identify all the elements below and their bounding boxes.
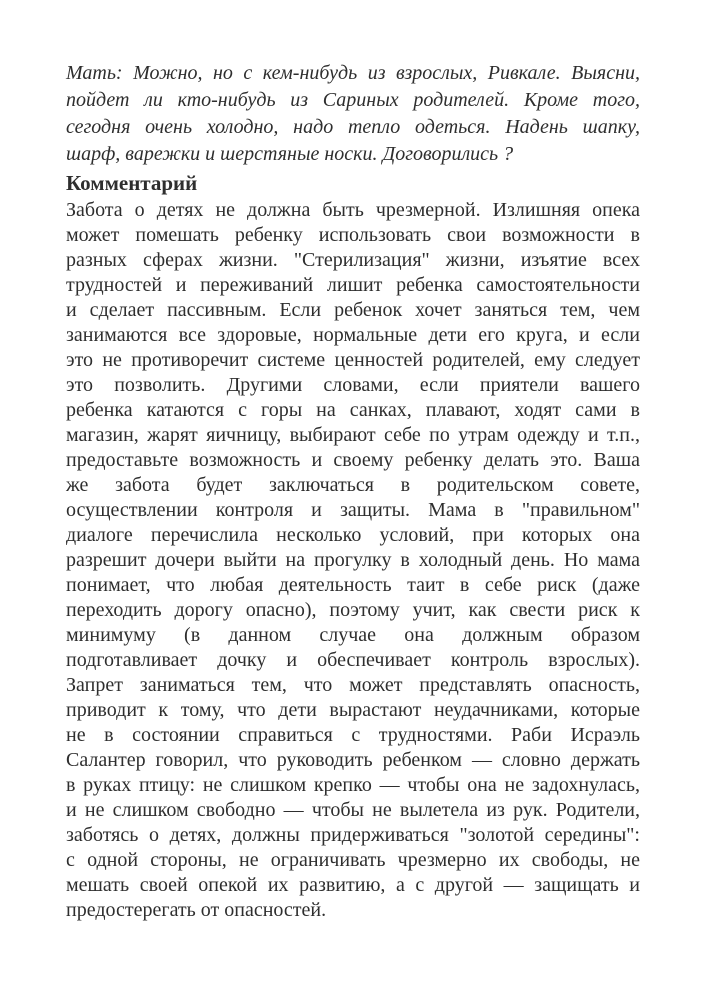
commentary-paragraph: [66, 198, 640, 923]
text-line: осуществлении контроля и защиты. Мама в "правильном": [66, 499, 640, 521]
text-line: разных сферах жизни. "Стерилизация" жизни, изъятие всех: [66, 249, 640, 271]
text-line: и не слишком свободно — чтобы не вылетела из рук. Родители,: [66, 799, 640, 821]
dialogue-paragraph: [66, 60, 640, 168]
text-line: шарф, варежки и шерстяные носки. Договорились ?: [66, 143, 514, 165]
text-line: и сделает пассивным. Если ребенок хочет заняться тем, чем: [66, 299, 640, 321]
text-line: магазин, жарят яичницу, выбирают себе по утрам одежду и т.п.,: [66, 424, 640, 446]
text-line: это не противоречит системе ценностей родителей, ему следует: [66, 349, 640, 371]
text-line: мешать своей опекой их развитию, а с другой — защищать и: [66, 874, 640, 896]
text-line: занимаются все здоровые, нормальные дети его круга, и если: [66, 324, 640, 346]
text-line: не в состоянии справиться с трудностями. Раби Исраэль: [66, 724, 640, 746]
text-line: подготавливает дочку и обеспечивает контроль взрослых).: [66, 649, 640, 671]
text-line: трудностей и переживаний лишит ребенка самостоятельности: [66, 274, 640, 296]
text-line: разрешит дочери выйти на прогулку в холодный день. Но мама: [66, 549, 640, 571]
text-line: Запрет заниматься тем, что может представлять опасность,: [66, 674, 640, 696]
text-line: диалоге перечислила несколько условий, при которых она: [66, 524, 640, 546]
text-line: переходить дорогу опасно), поэтому учит, как свести риск к: [66, 599, 640, 621]
text-line: заботясь о детях, должны придерживаться "золотой середины":: [66, 824, 640, 846]
text-line: приводит к тому, что дети вырастают неудачниками, которые: [66, 699, 640, 721]
text-line: может помешать ребенку использовать свои возможности в: [66, 224, 640, 246]
commentary-heading: Комментарий: [66, 171, 198, 195]
text-line: ребенка катаются с горы на санках, плавают, ходят сами в: [66, 399, 640, 421]
text-line: пойдет ли кто-нибудь из Сариных родителей. Кроме того,: [66, 89, 640, 111]
text-line: в руках птицу: не слишком крепко — чтобы она не задохнулась,: [66, 774, 640, 796]
text-line: же забота будет заключаться в родительском совете,: [66, 474, 640, 496]
text-line: сегодня очень холодно, надо тепло одеться. Надень шапку,: [66, 116, 640, 138]
text-line: с одной стороны, не ограничивать чрезмерно их свободы, не: [66, 849, 640, 871]
text-line: Салантер говорил, что руководить ребенком — словно держать: [66, 749, 640, 771]
text-line: Забота о детях не должна быть чрезмерной. Излишняя опека: [66, 199, 640, 221]
text-line: это позволить. Другими словами, если приятели вашего: [66, 374, 640, 396]
text-line: предоставьте возможность и своему ребенку делать это. Ваша: [66, 449, 640, 471]
text-line: понимает, что любая деятельность таит в себе риск (даже: [66, 574, 640, 596]
text-line: предостерегать от опасностей.: [66, 899, 327, 921]
text-line: Мать: Можно, но с кем-нибудь из взрослых, Ривкале. Выясни,: [66, 62, 640, 84]
text-line: минимуму (в данном случае она должным образом: [66, 624, 640, 646]
